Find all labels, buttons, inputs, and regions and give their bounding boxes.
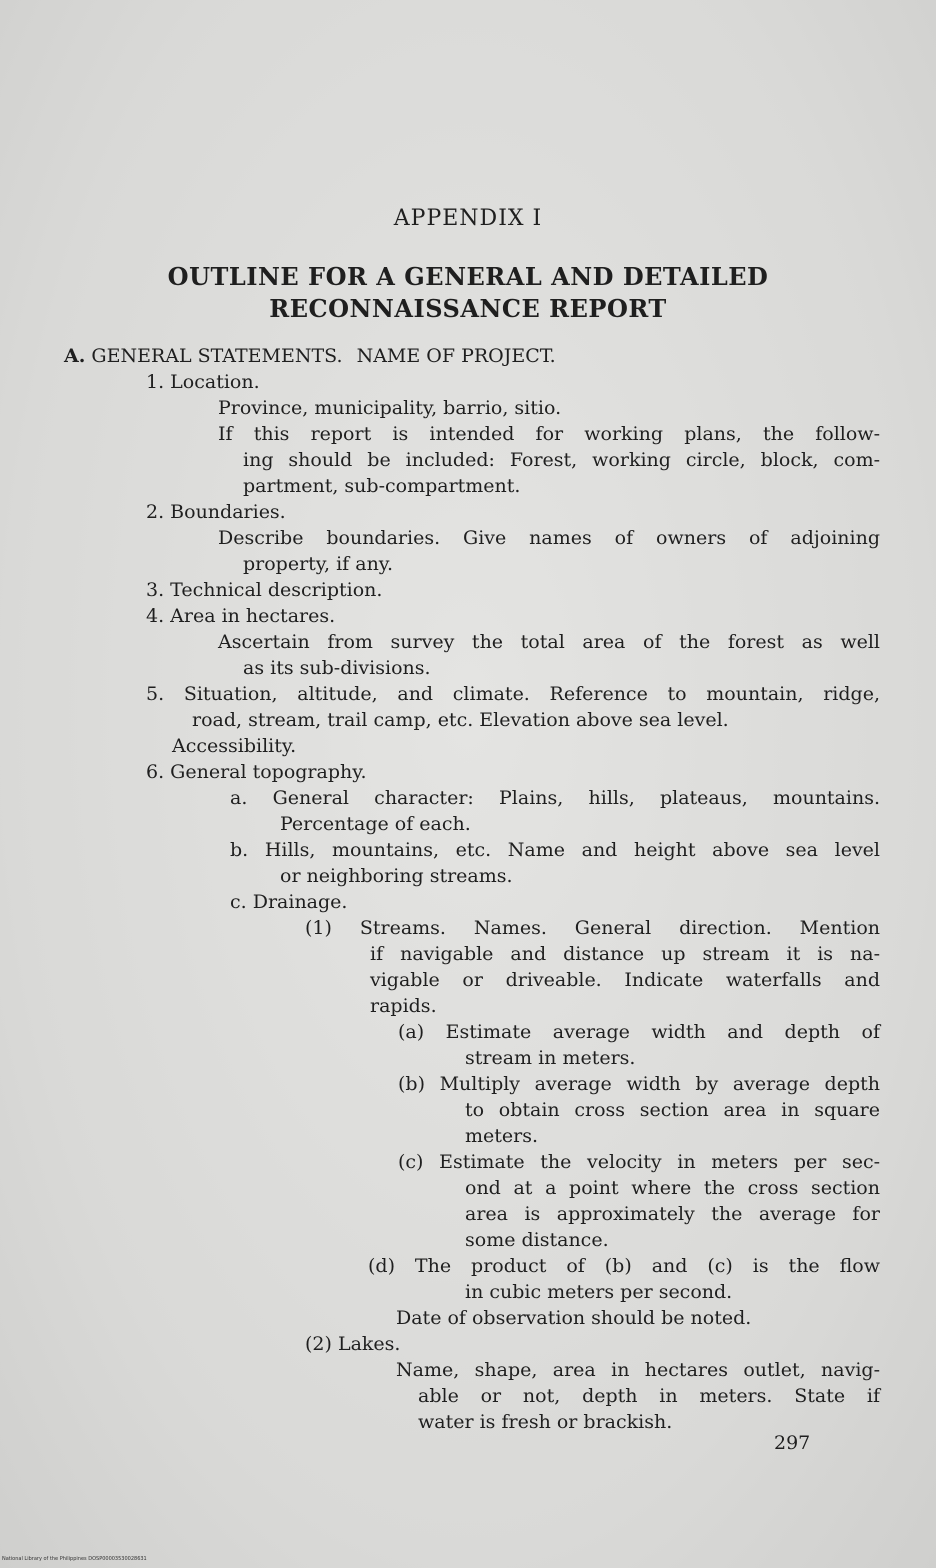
item-streams-c: (c) Estimate the velocity in meters per sec- xyxy=(398,1151,880,1173)
main-title-line1: OUTLINE FOR A GENERAL AND DETAILED xyxy=(167,262,769,291)
text-line: Name, shape, area in hectares outlet, navig- xyxy=(396,1359,880,1381)
text-line: Province, municipality, barrio, sitio. xyxy=(218,397,562,419)
text-line: vigable or driveable. Indicate waterfalls and xyxy=(370,969,880,991)
item-lakes: (2) Lakes. xyxy=(305,1333,401,1355)
item-streams: (1) Streams. Names. General direction. Mention xyxy=(305,917,880,939)
item-streams-a: (a) Estimate average width and depth of xyxy=(398,1021,880,1043)
scan-footer: National Library of the Philippines DOSP00003530028631 xyxy=(2,1556,147,1562)
text-line: road, stream, trail camp, etc. Elevation above sea level. xyxy=(192,709,729,731)
text-line: ing should be included: Forest, working circle, block, com- xyxy=(243,449,880,471)
section-a-title: GENERAL STATEMENTS. xyxy=(91,345,343,367)
text-line: Date of observation should be noted. xyxy=(396,1307,752,1329)
section-a-subtitle: NAME OF PROJECT. xyxy=(356,345,556,367)
item-streams-d: (d) The product of (b) and (c) is the flow xyxy=(368,1255,880,1277)
section-a-heading xyxy=(64,343,556,369)
section-a-label: A. xyxy=(64,345,86,367)
item-4-area: 4. Area in hectares. xyxy=(146,605,336,627)
text-line: rapids. xyxy=(370,995,437,1017)
item-5-situation: 5. Situation, altitude, and climate. Reference to mountain, ridge, xyxy=(146,683,880,705)
text-line: Describe boundaries. Give names of owners of adjoining xyxy=(218,527,880,549)
text-line: to obtain cross section area in square xyxy=(465,1099,880,1121)
text-line: If this report is intended for working plans, the follow- xyxy=(218,423,880,445)
item-2-boundaries: 2. Boundaries. xyxy=(146,501,286,523)
text-line: stream in meters. xyxy=(465,1047,636,1069)
text-line: meters. xyxy=(465,1125,539,1147)
item-3-technical: 3. Technical description. xyxy=(146,579,383,601)
text-line: partment, sub-compartment. xyxy=(243,475,521,497)
text-line: or neighboring streams. xyxy=(280,865,513,887)
item-1-location: 1. Location. xyxy=(146,371,260,393)
text-line: ond at a point where the cross section xyxy=(465,1177,880,1199)
text-line: Percentage of each. xyxy=(280,813,471,835)
text-line: water is fresh or brackish. xyxy=(418,1411,673,1433)
item-6c: c. Drainage. xyxy=(230,891,348,913)
appendix-title: APPENDIX I xyxy=(393,206,543,231)
item-6-topography: 6. General topography. xyxy=(146,761,367,783)
text-line: property, if any. xyxy=(243,553,394,575)
item-streams-b: (b) Multiply average width by average depth xyxy=(398,1073,880,1095)
text-line: Ascertain from survey the total area of the forest as well xyxy=(218,631,880,653)
text-line: area is approximately the average for xyxy=(465,1203,880,1225)
text-line: Accessibility. xyxy=(172,735,297,757)
page-number: 297 xyxy=(774,1432,811,1454)
item-6b: b. Hills, mountains, etc. Name and height above sea level xyxy=(230,839,880,861)
text-line: as its sub-divisions. xyxy=(243,657,431,679)
text-line: in cubic meters per second. xyxy=(465,1281,733,1303)
item-6a: a. General character: Plains, hills, plateaus, mountains. xyxy=(230,787,880,809)
main-title-line2: RECONNAISSANCE REPORT xyxy=(269,294,667,323)
text-line: some distance. xyxy=(465,1229,609,1251)
text-line: able or not, depth in meters. State if xyxy=(418,1385,880,1407)
text-line: if navigable and distance up stream it is na- xyxy=(370,943,880,965)
